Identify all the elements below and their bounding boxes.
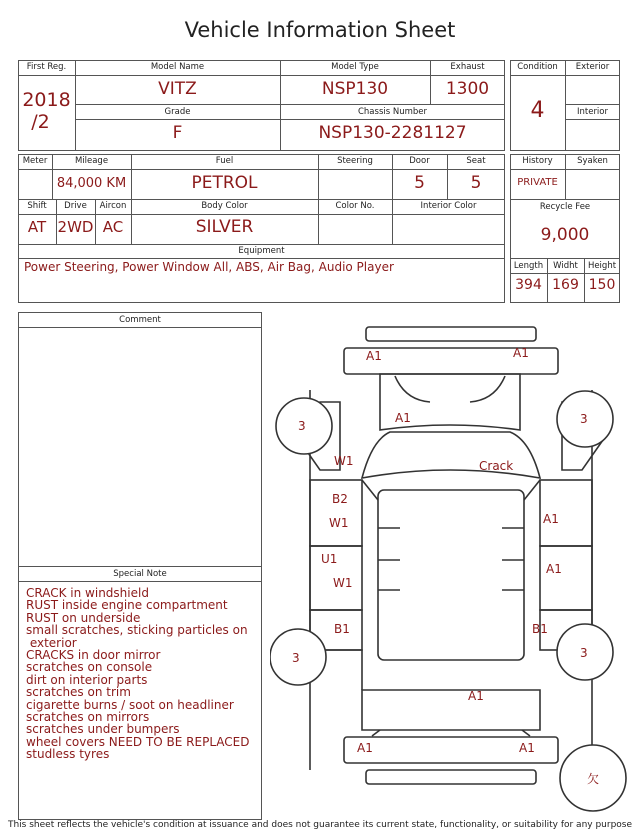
condition-label: Condition: [517, 62, 558, 72]
trunk-mark: A1: [468, 689, 484, 703]
aircon-label: Aircon: [99, 201, 127, 211]
steering-label: Steering: [337, 156, 373, 166]
special-note-label: Special Note: [113, 569, 167, 579]
spare-mark: 欠: [587, 772, 600, 786]
divider: [75, 104, 505, 105]
divider: [510, 199, 620, 200]
body-color-label: Body Color: [201, 201, 248, 211]
shift: AT: [27, 218, 47, 236]
exterior-label: Exterior: [575, 62, 610, 72]
seat-count: 5: [470, 173, 482, 193]
divider: [510, 258, 620, 259]
left-front-door-mark-a: B2: [332, 492, 348, 506]
list-item: wheel covers NEED TO BE REPLACED: [26, 734, 250, 749]
special-note-list: [26, 587, 260, 761]
left-rear-door-mark-b: W1: [333, 576, 353, 590]
equipment-list: Power Steering, Power Window All, ABS, Air Bag, Audio Player: [24, 260, 394, 274]
divider: [18, 581, 262, 582]
exhaust: 1300: [445, 79, 490, 99]
wheel-front-left-mark: 3: [298, 419, 306, 433]
door-label: Door: [409, 156, 430, 166]
comment-label: Comment: [119, 315, 161, 325]
front-bumper-left-mark: A1: [366, 349, 382, 363]
seat-label: Seat: [466, 156, 486, 166]
windshield-mark: Crack: [479, 459, 514, 473]
mileage: 84,000 KM: [56, 176, 127, 191]
recycle-fee: 9,000: [540, 225, 590, 245]
first-reg-month: /2: [31, 111, 50, 133]
divider: [75, 119, 505, 120]
divider: [18, 327, 262, 328]
divider: [18, 244, 505, 245]
syaken-label: Syaken: [577, 156, 608, 166]
list-item: CRACKS in door mirror: [26, 648, 161, 663]
history-label: History: [522, 156, 553, 166]
divider: [510, 273, 620, 274]
model-name: VITZ: [158, 79, 197, 99]
wheel-rear-left-mark: 3: [292, 651, 300, 665]
model-name-label: Model Name: [150, 62, 205, 72]
body-color: SILVER: [195, 217, 254, 237]
height-label: Height: [587, 261, 617, 271]
divider: [18, 199, 505, 200]
divider: [18, 566, 262, 567]
page-title: Vehicle Information Sheet: [184, 18, 456, 42]
car-damage-diagram: [270, 320, 630, 820]
fuel: PETROL: [191, 173, 258, 193]
front-bumper-right-mark: A1: [513, 346, 529, 360]
rear-bumper-right-mark: A1: [519, 741, 535, 755]
right-rear-door-mark: A1: [546, 562, 562, 576]
interior-color-label: Interior Color: [420, 201, 477, 211]
list-item: dirt on interior parts: [26, 672, 148, 687]
length-label: Length: [513, 261, 544, 271]
drive-label: Drive: [64, 201, 87, 211]
list-item: scratches on console: [26, 660, 153, 675]
grade-label: Grade: [164, 107, 191, 117]
footer-disclaimer: This sheet reflects the vehicle's condition at issuance and does not guarantee its current state, functionality, or suitability for any purpose: [7, 820, 633, 830]
left-front-door-mark-b: W1: [329, 516, 349, 530]
chassis-number: NSP130-2281127: [318, 123, 467, 143]
fuel-label: Fuel: [215, 156, 234, 166]
divider: [565, 104, 620, 105]
meter-label: Meter: [22, 156, 48, 166]
list-item: studless tyres: [26, 747, 110, 762]
height: 150: [588, 277, 616, 293]
mileage-label: Mileage: [74, 156, 109, 166]
width-label: Widht: [553, 261, 578, 271]
chassis-label: Chassis Number: [357, 107, 428, 117]
list-item: scratches on trim: [26, 685, 131, 700]
exhaust-label: Exhaust: [450, 62, 485, 72]
right-quarter-mark: B1: [532, 622, 548, 636]
wheel-rear-right-mark: 3: [580, 646, 588, 660]
left-rear-door-mark-a: U1: [321, 552, 338, 566]
list-item: cigarette burns / soot on headliner: [26, 697, 234, 712]
interior-label: Interior: [576, 107, 608, 117]
drive: 2WD: [57, 218, 94, 236]
history: PRIVATE: [517, 177, 558, 188]
color-no-label: Color No.: [335, 201, 375, 211]
recycle-fee-label: Recycle Fee: [539, 202, 591, 212]
list-item: RUST inside engine compartment: [26, 598, 228, 613]
list-item: exterior: [26, 635, 77, 650]
equipment-label: Equipment: [238, 246, 285, 256]
condition-score: 4: [530, 98, 545, 123]
list-item: CRACK in windshield: [26, 586, 149, 600]
left-fender-mark: W1: [334, 454, 354, 468]
divider: [18, 169, 505, 170]
model-type-label: Model Type: [331, 62, 379, 72]
width: 169: [552, 277, 579, 293]
divider: [565, 119, 620, 120]
length: 394: [515, 277, 542, 293]
left-quarter-mark: B1: [334, 622, 350, 636]
grade: F: [172, 123, 183, 143]
divider: [18, 214, 505, 215]
door-count: 5: [414, 173, 425, 193]
divider: [18, 258, 505, 259]
right-front-door-mark: A1: [543, 512, 559, 526]
rear-bumper-left-mark: A1: [357, 741, 373, 755]
list-item: RUST on underside: [26, 610, 141, 625]
first-reg-label: First Reg.: [26, 62, 67, 72]
list-item: scratches under bumpers: [26, 722, 180, 737]
hood-mark: A1: [395, 411, 411, 425]
wheel-front-right-mark: 3: [580, 412, 588, 426]
divider: [318, 154, 319, 244]
divider: [18, 75, 505, 76]
shift-label: Shift: [27, 201, 47, 211]
aircon: AC: [102, 218, 124, 236]
list-item: scratches on mirrors: [26, 710, 150, 725]
divider: [565, 60, 566, 151]
first-reg-year: 2018: [22, 89, 71, 111]
list-item: small scratches, sticking particles on: [26, 623, 248, 638]
model-type: NSP130: [321, 79, 389, 99]
